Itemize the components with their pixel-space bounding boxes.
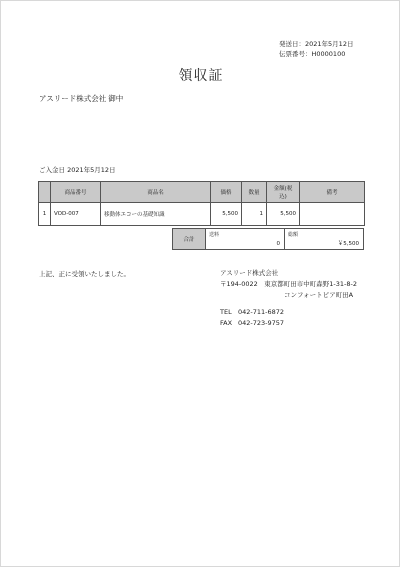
recipient-name: アスリード株式会社: [39, 94, 107, 103]
header-product-code: 商品番号: [51, 182, 101, 203]
summary-row: [172, 228, 364, 250]
issuer-address-line2: コンフォートピア町田A: [284, 291, 354, 299]
issuer-fax: [220, 318, 357, 329]
slip-number: 伝票番号：H0000100: [279, 50, 346, 58]
row-product-code: VOD-007: [51, 203, 101, 226]
fax-label: FAX: [220, 319, 233, 327]
header-amount: 金額(税込): [267, 182, 300, 203]
recipient: [39, 93, 123, 104]
tel-number: 042-711-6872: [238, 308, 285, 316]
tel-label: TEL: [220, 308, 232, 316]
shipping-value: 0: [276, 241, 280, 247]
fax-number: 042-723-9757: [238, 319, 285, 327]
row-quantity: 1: [242, 203, 267, 226]
row-price: 5,500: [211, 203, 242, 226]
issuer-block: [220, 268, 357, 329]
grand-total-cell: [285, 228, 364, 250]
closing-statement: 上記、正に受領いたしました。: [39, 270, 130, 278]
grand-total-label: 総額: [288, 232, 299, 238]
grand-total-value: ￥5,500: [337, 241, 359, 247]
table-row: [39, 203, 365, 226]
header-quantity: 数量: [242, 182, 267, 203]
row-index: 1: [39, 203, 51, 226]
issuer-name: アスリード株式会社: [220, 269, 279, 277]
header-remarks: 備考: [300, 182, 365, 203]
shipping-label: 送料: [209, 232, 220, 238]
issuer-tel: [220, 307, 357, 318]
payment-date: ご入金日 2021年5月12日: [39, 166, 116, 174]
total-label: 合計: [172, 228, 206, 250]
row-product-name: 移動体エコーの基礎知識: [101, 203, 211, 226]
row-remarks: [300, 203, 365, 226]
items-table: [38, 181, 365, 226]
document-title: 領収証: [178, 68, 224, 84]
table-header-row: [39, 182, 365, 203]
issuer-address-line1: 〒194-0022 東京都町田市中町森野1-31-8-2: [220, 280, 358, 288]
issue-date: 発送日：2021年5月12日: [279, 40, 354, 48]
row-amount: 5,500: [267, 203, 300, 226]
recipient-honorific: 御中: [108, 94, 124, 103]
shipping-cell: [206, 228, 285, 250]
header-index: [39, 182, 51, 203]
header-product-name: 商品名: [101, 182, 211, 203]
header-price: 価格: [211, 182, 242, 203]
document-meta: [279, 39, 359, 59]
